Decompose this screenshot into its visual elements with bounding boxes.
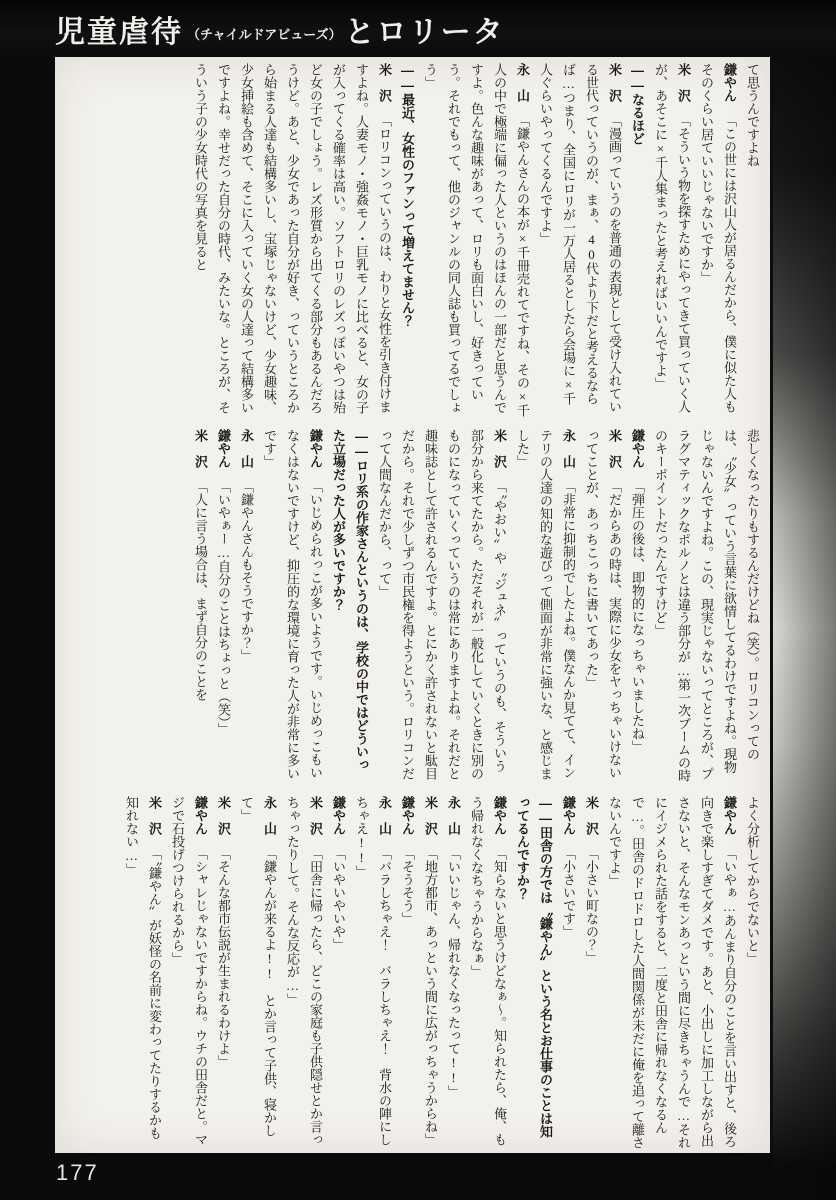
speech-text: 「田舎に帰ったら、どこの家庭も子供隠せとか言っちゃったりして。そんな反応が…」 — [285, 796, 323, 1146]
dialogue-block — [373, 429, 511, 783]
speaker-label: 米 沢 — [193, 429, 208, 468]
dialogue-block — [327, 796, 350, 1150]
speaker-label: 鎌やん — [722, 796, 737, 835]
header-bar — [0, 0, 836, 57]
speech-text: 「知らないと思うけどなぁ～。知られたら、俺、もう帰れなくなちゃうからなぁ」 — [469, 796, 507, 1146]
speaker-label: 鎌やん — [722, 63, 737, 102]
dialogue-block — [442, 796, 465, 1150]
speech-text: 「バラしちゃえ！ バラしちゃえ！ 背水の陣にしちゃえ!!」 — [354, 796, 392, 1146]
dialogue-block — [166, 796, 212, 1150]
interviewer-question — [626, 63, 649, 417]
title-main: 児童虐待 — [55, 15, 183, 49]
speech-text: 「漫画っていうのを普通の表現として受け入れている世代っていうのが、まぁ、40代より下だと考えるならば…つまり、全国にロリが一万人居るとしたら会場に×千人ぐらいやってくるんですよ」 — [538, 63, 622, 413]
text-band-3 — [58, 796, 764, 1150]
speech-text: 「地方都市、あっという間に広がっちゃうからね」 — [423, 847, 438, 1146]
page-number: 177 — [56, 1160, 99, 1185]
dialogue-block — [580, 796, 603, 1150]
dialogue-block — [281, 796, 327, 1150]
speech-text: ——なるほど — [630, 63, 645, 145]
speech-text: ——田舎の方では〝鎌やん〟という名とお仕事のことは知ってるんですか？ — [515, 796, 553, 1138]
speaker-label: 永 山 — [262, 796, 277, 835]
speech-text: 「いやぁ…あんまり自分のことを言い出すと、後ろ向きで楽しすぎてダメです。あと、小出しに加工しながら出さないと、そんなモンあっという間に尽きちゃうんで…それにイジメられた話をすると、二度と田舎に帰れなくなるんで…。田舎のドロドロした人間関係が未だに俺を追って離さないんですよ」 — [607, 796, 737, 1149]
speaker-label: 米 沢 — [607, 63, 622, 102]
page — [55, 57, 773, 1153]
speaker-label: 米 沢 — [584, 796, 599, 835]
speech-text: 「この世には沢山人が居るんだから、僕に似た人もそのくらい居ていいじゃないですか」 — [699, 63, 737, 413]
dialogue-block — [212, 796, 235, 1150]
speech-text: て思うんですよね — [745, 63, 760, 167]
speech-text: 「シャレじゃないですからね。ウチの田舎だと。マジで石投げつけられるから」 — [170, 796, 208, 1146]
dialogue-block — [580, 429, 626, 783]
speech-text: 悲しくなったりもするんだけどね（笑）。ロリコンってのは、〝少女〟っていう言葉に欲情してるわけですよね。現物じゃないんですよね。この、現実じゃないってところが、プラグマティックなポルノとは違う部分が…第一次ブームの時のキーポイントだったんですけど」 — [653, 429, 760, 782]
dialogue-block — [396, 796, 419, 1150]
speaker-label: 永 山 — [377, 796, 392, 835]
speech-text: 「小さいです」 — [561, 847, 576, 938]
dialogue-block — [235, 796, 281, 1150]
speech-text: 「いじめられっこが多いようです。いじめっこもいなくはないですけど、抑圧的な環境に育った人が非常に多いです」 — [262, 429, 323, 780]
dialogue-block — [649, 63, 695, 417]
dialogue-block — [212, 429, 235, 783]
speaker-label: 永 山 — [239, 429, 254, 468]
speech-text: 「鎌やんさんの本が×千冊売れてですね、その×千人の中で極端に偏った人というのはほんの一部だと思うんですよ。色んな趣味があって、ロリも面白いし、好きっていう。それでもって、他のジャンルの同人誌も買ってるでしょう」 — [423, 63, 530, 417]
dialogue-block — [511, 429, 580, 783]
speech-text: 「弾圧の後は、即物的になっちゃいましたね」 — [630, 480, 645, 753]
speech-text: 「非常に抑制的でしたよね。僕なんか見てて、インテリの人達の知的な遊びって側面が非常に強いな、と感じました」 — [515, 429, 576, 780]
speech-text: 「だからあの時は、実際に少女をヤっちゃいけないってことが、あっちこっちに書いてあった」 — [584, 429, 622, 779]
speaker-label: 鎌やん — [331, 796, 346, 835]
speech-text: 「ロリコンっていうのは、わりと女性を引き付けますよね。人妻モノ・強姦モノ・巨乳モノに比べると、女の子が入ってくる確率は高い。ソフトロリのレズっぽいやつは殆ど女の子でしょう。レズ形質から出てくる部分もあるんだろうけど。あと、少女であった自分が好き、っていうところから始まる人達も結構多いし、宝塚じゃないけど、少女趣味、少女挿絵も含めて、そこに入っていく女の人達って結構多いですよね。幸せだった自分の時代、みたいな。ところが、そういう子の少女時代の写真を見ると — [193, 63, 392, 414]
dialogue-block — [189, 63, 396, 417]
speech-text: 「そんな都市伝説が生まれるわけよ」 — [216, 847, 231, 1068]
page-title — [55, 7, 505, 51]
speaker-label: 鎌やん — [308, 429, 323, 468]
speech-text: よく分析してからでないと」 — [745, 796, 760, 965]
dialogue-block — [741, 796, 764, 1150]
speaker-label: 鎌やん — [193, 796, 208, 835]
dialogue-block — [557, 796, 580, 1150]
dialogue-block — [235, 429, 258, 783]
speaker-label: 鎌やん — [216, 429, 231, 468]
dialogue-block — [258, 429, 327, 783]
interviewer-question — [327, 429, 373, 783]
speaker-label: 米 沢 — [216, 796, 231, 835]
dialogue-block — [419, 796, 442, 1150]
speaker-label: 鎌やん — [561, 796, 576, 835]
speech-text: 「いやぁー…自分のことはちょっと（笑）」 — [216, 480, 231, 736]
dialogue-block — [120, 796, 166, 1150]
text-band-2 — [58, 429, 764, 783]
dialogue-block — [603, 796, 741, 1150]
speaker-label: 永 山 — [515, 63, 530, 102]
speaker-label: 米 沢 — [377, 63, 392, 102]
speaker-label: 米 沢 — [607, 429, 622, 468]
title-reading: （チャイルドアビューズ） — [187, 27, 342, 42]
speech-text: 「そうそう」 — [400, 847, 415, 925]
page-edge-shadow — [773, 57, 836, 1200]
dialogue-block — [189, 429, 212, 783]
speech-text: 「鎌やんさんもそうですか？」 — [239, 480, 254, 662]
speech-text: 「そういう物を探すためにやってきて買っていく人が、あそこに×千人集まったと考えればいいんですよ」 — [653, 63, 691, 413]
speech-text: 「いやいやいや」 — [331, 847, 346, 951]
speech-text: ——最近、女性のファンって増えてません？ — [400, 63, 415, 327]
speech-text: ——ロリ系の作家さんというのは、学校の中ではどういった立場だった人が多いですか？ — [331, 429, 369, 771]
speech-text: 「〝やおい〟や〝ジュネ〟っていうのも、そういう部分から来てたから。ただそれが一般化していくときに別のものになっていくっていうのは常にありますよね。それだと趣味誌として許されるんですよ。とにかく許されないと駄目だから。それで少しずつ市民権を得ようという。ロリコンだって人間なんだから、って」 — [377, 429, 507, 780]
speaker-label: 鎌やん — [630, 429, 645, 468]
speech-text: 「鎌やんが来るよ!! とか言って子供、寝かして」 — [239, 796, 277, 1137]
dialogue-block — [419, 63, 534, 417]
speaker-label: 永 山 — [561, 429, 576, 468]
text-band-1 — [58, 63, 764, 417]
speech-text: 「〝鎌やん〟が妖怪の名前に変わってたりするかも知れない…」 — [124, 796, 162, 1140]
speech-text: 「いいじゃん、帰れなくなったって!!」 — [446, 847, 461, 1098]
title-tail: とロリータ — [344, 15, 505, 49]
speaker-label: 米 沢 — [423, 796, 438, 835]
speaker-label: 米 沢 — [676, 63, 691, 102]
dialogue-block — [465, 796, 511, 1150]
speaker-label: 米 沢 — [147, 796, 162, 835]
interviewer-question — [396, 63, 419, 417]
dialogue-block — [649, 429, 764, 783]
speaker-label: 鎌やん — [400, 796, 415, 835]
speaker-label: 米 沢 — [492, 429, 507, 468]
speaker-label: 鎌やん — [492, 796, 507, 835]
speaker-label: 永 山 — [446, 796, 461, 835]
bottom-margin — [0, 1153, 773, 1200]
dialogue-block — [741, 63, 764, 417]
interviewer-question — [511, 796, 557, 1150]
dialogue-block — [534, 63, 626, 417]
dialogue-block — [626, 429, 649, 783]
dialogue-block — [350, 796, 396, 1150]
speech-text: 「小さい町なの？」 — [584, 847, 599, 964]
speaker-label: 米 沢 — [308, 796, 323, 835]
speech-text: 「人に言う場合は、まず自分のことを — [193, 480, 208, 701]
dialogue-block — [695, 63, 741, 417]
